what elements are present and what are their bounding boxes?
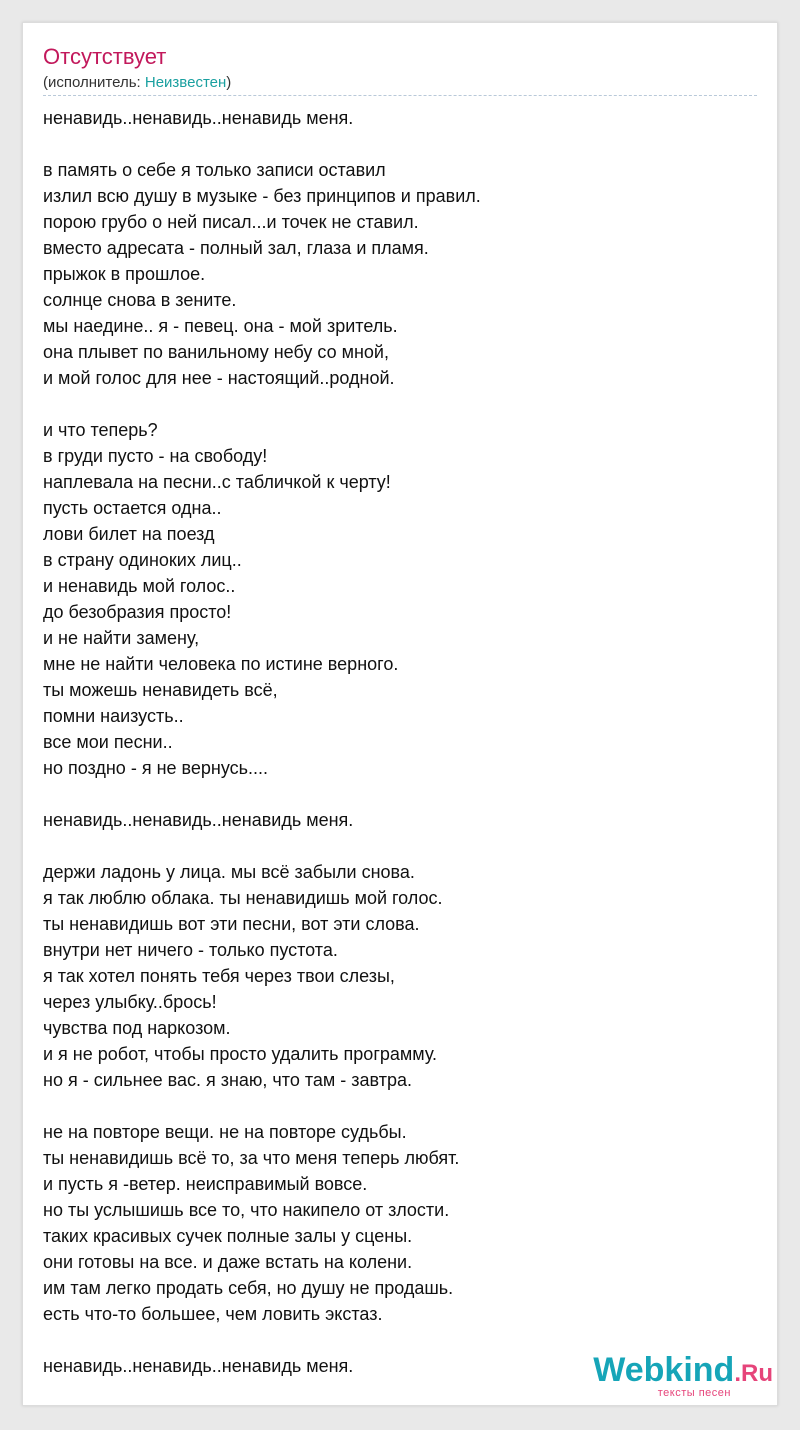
lyric-line: но я - сильнее вас. я знаю, что там - завтра. xyxy=(43,1070,412,1090)
lyric-line: и ненавидь мой голос.. xyxy=(43,576,236,596)
lyric-line: внутри нет ничего - только пустота. xyxy=(43,940,338,960)
lyric-line: она плывет по ванильному небу со мной, xyxy=(43,342,389,362)
artist-link[interactable]: Неизвестен xyxy=(144,74,227,91)
lyric-line: вместо адресата - полный зал, глаза и пламя. xyxy=(43,238,429,258)
lyrics-text xyxy=(43,105,763,1379)
lyric-line: лови билет на поезд xyxy=(43,524,215,544)
lyric-line: и что теперь? xyxy=(43,420,158,440)
lyric-line: и не найти замену, xyxy=(43,628,200,648)
lyric-line: держи ладонь у лица. мы всё забыли снова. xyxy=(43,862,415,882)
lyric-line: я так хотел понять тебя через твои слезы, xyxy=(43,966,395,986)
lyric-line: мне не найти человека по истине верного. xyxy=(43,654,399,674)
lyric-line: они готовы на все. и даже встать на колени. xyxy=(43,1252,413,1272)
lyric-line: есть что-то большее, чем ловить экстаз. xyxy=(43,1304,383,1324)
artist-suffix: ) xyxy=(226,74,232,91)
lyric-line: но поздно - я не вернусь.... xyxy=(43,758,269,778)
lyric-line: таких красивых сучек полные залы у сцены. xyxy=(43,1226,413,1246)
lyric-line: солнце снова в зените. xyxy=(43,290,237,310)
lyric-line xyxy=(43,391,763,417)
lyric-line: до безобразия просто! xyxy=(43,602,232,622)
lyric-line: ненавидь..ненавидь..ненавидь меня. xyxy=(43,810,354,830)
lyric-line: им там легко продать себя, но душу не продашь. xyxy=(43,1278,454,1298)
lyric-line: излил всю душу в музыке - без принципов и правил. xyxy=(43,186,481,206)
lyric-line: через улыбку..брось! xyxy=(43,992,217,1012)
lyric-line xyxy=(43,131,763,157)
lyric-line: ты можешь ненавидеть всё, xyxy=(43,680,278,700)
logo-main-text: Webkind xyxy=(593,1351,735,1389)
lyric-line xyxy=(43,1093,763,1119)
lyric-line xyxy=(43,1327,763,1353)
header-divider xyxy=(43,95,757,96)
lyric-line: мы наедине.. я - певец. она - мой зритель. xyxy=(43,316,398,336)
lyric-line: и я не робот, чтобы просто удалить программу. xyxy=(43,1044,438,1064)
logo-tagline: тексты песен xyxy=(657,1387,731,1399)
logo-suffix-text: .Ru xyxy=(734,1360,773,1387)
lyric-line: помни наизусть.. xyxy=(43,706,184,726)
lyric-line: ты ненавидишь всё то, за что меня теперь любят. xyxy=(43,1148,460,1168)
lyric-line: в память о себе я только записи оставил xyxy=(43,160,386,180)
lyric-line: ненавидь..ненавидь..ненавидь меня. xyxy=(43,1356,354,1376)
artist-line xyxy=(43,73,231,93)
lyric-line: в груди пусто - на свободу! xyxy=(43,446,268,466)
lyric-line: пусть остается одна.. xyxy=(43,498,222,518)
lyric-line: но ты услышишь все то, что накипело от злости. xyxy=(43,1200,450,1220)
lyric-line: в страну одиноких лиц.. xyxy=(43,550,242,570)
lyrics-card xyxy=(22,22,778,1406)
lyric-line: не на повторе вещи. не на повторе судьбы. xyxy=(43,1122,407,1142)
lyric-line xyxy=(43,781,763,807)
lyric-line: чувства под наркозом. xyxy=(43,1018,231,1038)
lyric-line: наплевала на песни..с табличкой к черту! xyxy=(43,472,391,492)
lyric-line: и мой голос для нее - настоящий..родной. xyxy=(43,368,395,388)
lyric-line xyxy=(43,833,763,859)
lyric-line: порою грубо о ней писал...и точек не ставил. xyxy=(43,212,419,232)
lyric-line: прыжок в прошлое. xyxy=(43,264,206,284)
lyric-line: я так люблю облака. ты ненавидишь мой голос. xyxy=(43,888,443,908)
song-title: Отсутствует xyxy=(43,44,167,69)
lyric-line: все мои песни.. xyxy=(43,732,173,752)
artist-prefix: (исполнитель: xyxy=(43,74,145,91)
lyric-line: ты ненавидишь вот эти песни, вот эти слова. xyxy=(43,914,420,934)
site-logo[interactable] xyxy=(593,1353,773,1399)
lyric-line: ненавидь..ненавидь..ненавидь меня. xyxy=(43,108,354,128)
lyric-line: и пусть я -ветер. неисправимый вовсе. xyxy=(43,1174,368,1194)
